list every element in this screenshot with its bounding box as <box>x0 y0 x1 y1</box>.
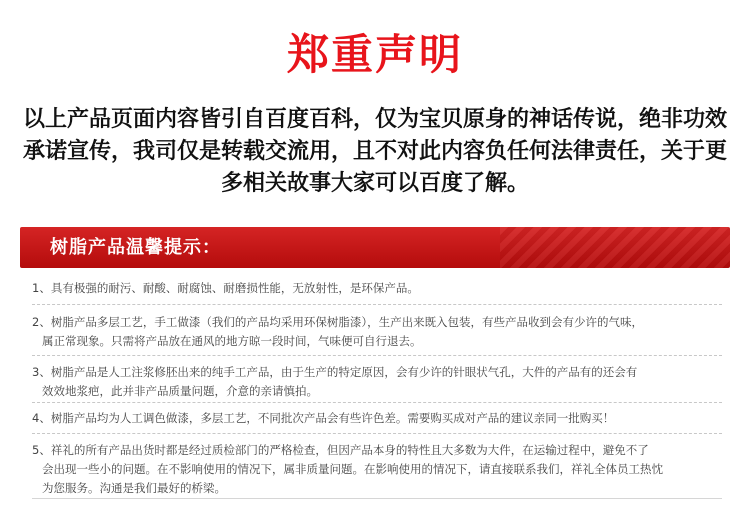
tips-banner <box>20 227 730 268</box>
disclaimer-line: 承诺宣传，我司仅是转载交流用，且不对此内容负任何法律责任，关于更 <box>22 139 727 164</box>
tips-banner-title: 树脂产品温馨提示： <box>50 237 221 258</box>
disclaimer-statement <box>6 104 744 200</box>
banner-decoration <box>500 227 730 268</box>
tip-text: 5、祥礼的所有产品出货时都是经过质检部门的严格检查，但因产品本身的特性且大多数为大件，在运输过程中，避免不了 <box>32 443 649 457</box>
disclaimer-line: 多相关故事大家可以百度了解。 <box>220 171 529 196</box>
tip-item <box>32 313 722 351</box>
tip-item <box>32 363 722 401</box>
divider <box>32 402 722 403</box>
divider <box>32 433 722 434</box>
divider <box>32 498 722 499</box>
tip-item <box>32 441 722 498</box>
page-title: 郑重声明 <box>286 30 463 79</box>
tip-item <box>32 279 722 298</box>
tip-text: 效效地浆疤，此并非产品质量问题，介意的亲请慎拍。 <box>42 384 318 398</box>
tip-text: 为您服务。沟通是我们最好的桥梁。 <box>42 481 226 495</box>
tip-text: 会出现一些小的问题。在不影响使用的情况下，属非质量问题。在影响使用的情况下，请直接联系我们，祥礼全体员工热忱 <box>42 462 663 476</box>
tip-text: 2、树脂产品多层工艺，手工做漆（我们的产品均采用环保树脂漆），生产出来既入包装，有些产品收到会有少许的气味， <box>32 315 644 329</box>
divider <box>32 355 722 356</box>
tip-text: 1、具有极强的耐污、耐酸、耐腐蚀、耐磨损性能，无放射性，是环保产品。 <box>32 281 419 295</box>
divider <box>32 304 722 305</box>
disclaimer-line: 以上产品页面内容皆引自百度百科，仅为宝贝原身的神话传说，绝非功效 <box>22 107 727 132</box>
tip-text: 3、树脂产品是人工注浆修胚出来的纯手工产品，由于生产的特定原因，会有少许的针眼状气孔，大件的产品有的还会有 <box>32 365 638 379</box>
tip-item <box>32 409 722 428</box>
tip-text: 4、树脂产品均为人工调色做漆，多层工艺，不同批次产品会有些许色差。需要购买成对产品的建议亲同一批购买！ <box>32 411 615 425</box>
tip-text: 属正常现象。只需将产品放在通风的地方晾一段时间，气味便可自行退去。 <box>42 334 422 348</box>
